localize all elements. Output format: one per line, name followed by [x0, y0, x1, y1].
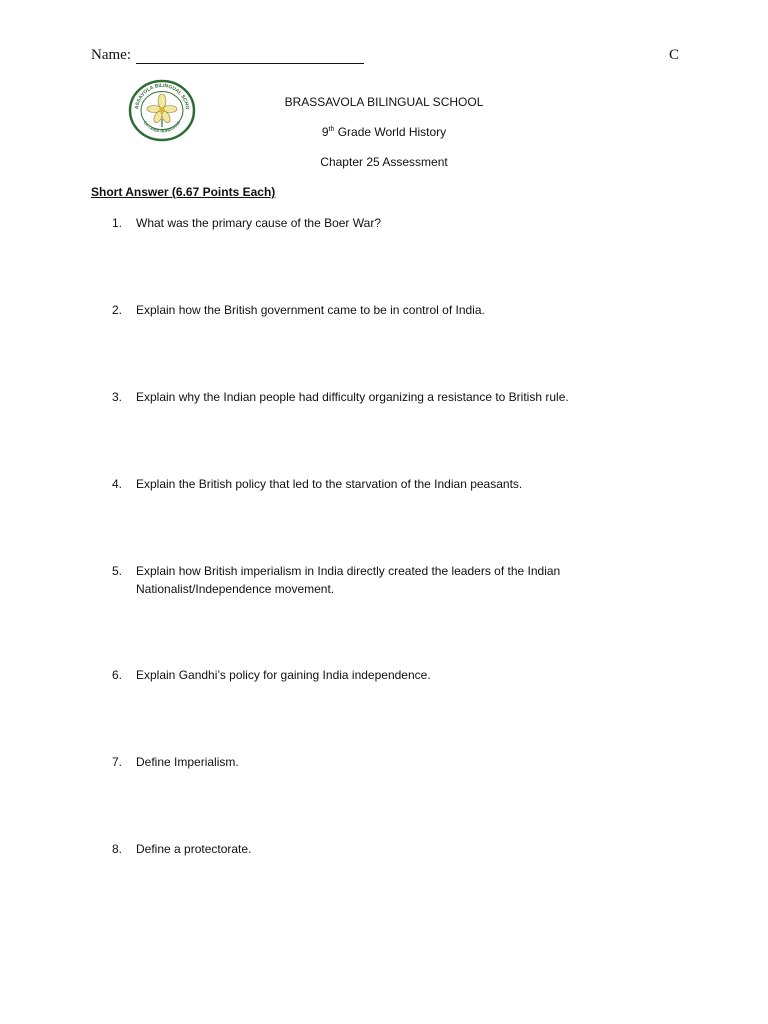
question-text: Define a protectorate.	[136, 842, 252, 856]
school-logo-icon	[128, 79, 196, 142]
question-number: 2.	[112, 303, 123, 317]
school-name: BRASSAVOLA BILINGUAL SCHOOL	[284, 95, 484, 109]
question-number: 6.	[112, 668, 123, 682]
svg-text:BRASSAVOLA BILINGUAL SCHOOL: ASSAVOLA BILINGUAL SCHO	[134, 82, 191, 110]
question-number: 7.	[112, 755, 123, 769]
name-label: Name:	[91, 47, 131, 63]
question-text: Define Imperialism.	[136, 755, 239, 769]
question-number: 1.	[112, 216, 123, 230]
section-title: Short Answer (6.67 Points Each)	[91, 185, 276, 199]
question-text: Explain the British policy that led to the starvation of the Indian peasants.	[136, 477, 523, 491]
test-version-letter: C	[669, 47, 680, 63]
question-text: Explain how the British government came to be in control of India.	[136, 303, 485, 317]
name-row	[91, 46, 691, 68]
question-text: Explain how British imperialism in India directly created the leaders of the Indian Nationalist/Independence movement.	[136, 564, 561, 596]
question-number: 8.	[112, 842, 123, 856]
question-number: 4.	[112, 477, 123, 491]
question-text: Explain Gandhi’s policy for gaining India independence.	[136, 668, 431, 682]
question-text: What was the primary cause of the Boer War?	[136, 216, 381, 230]
question-number: 5.	[112, 564, 123, 578]
svg-text:LA CEIBA HONDURAS: LA CEIBA HONDURAS	[142, 120, 182, 134]
question-number: 3.	[112, 390, 123, 404]
worksheet-header	[234, 92, 534, 182]
name-blank-line	[136, 63, 364, 64]
assessment-title: Chapter 25 Assessment	[320, 155, 448, 169]
course-title: 9th Grade World History	[321, 125, 447, 139]
question-text: Explain why the Indian people had difficulty organizing a resistance to British rule.	[136, 390, 569, 404]
